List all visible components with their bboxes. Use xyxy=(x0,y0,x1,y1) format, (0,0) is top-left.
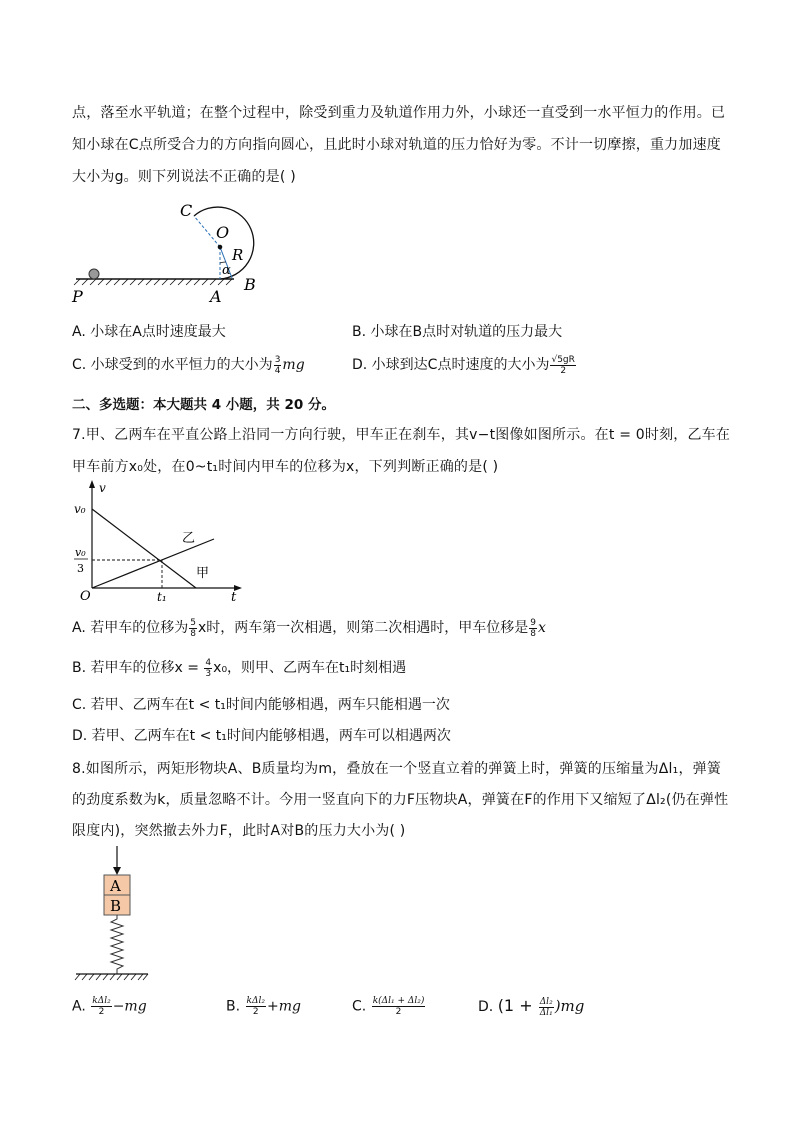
origin-label: O xyxy=(80,589,91,602)
t1-label: t₁ xyxy=(157,590,167,602)
spring xyxy=(111,915,123,974)
fraction xyxy=(91,996,111,1017)
block-B-label: B xyxy=(110,897,122,915)
label-A: A xyxy=(210,287,222,306)
q8-option-b xyxy=(226,996,301,1017)
q7-option-b-tail: x₀，则甲、乙两车在t₁时刻相遇 xyxy=(213,660,407,676)
q8-option-d-tail: )mg xyxy=(554,997,585,1015)
q7-option-a xyxy=(72,617,546,639)
q8-option-d-pre: (1 + xyxy=(497,996,538,1015)
fraction xyxy=(189,618,197,639)
fraction xyxy=(539,997,554,1018)
fraction xyxy=(372,996,426,1017)
option-letter: C. xyxy=(352,998,367,1015)
numerator: √5gR xyxy=(551,354,575,365)
q8-option-b-tail: +mg xyxy=(266,998,301,1015)
option-letter: D. xyxy=(478,999,494,1015)
q6-option-c xyxy=(72,354,305,376)
numerator: kΔl₂ xyxy=(92,996,111,1006)
q7-option-a-text: A. 若甲车的位移为 xyxy=(72,620,189,636)
q8-spring-figure xyxy=(72,844,162,986)
denominator: 2 xyxy=(560,365,567,376)
ball xyxy=(89,269,99,279)
q7-option-b xyxy=(72,657,406,679)
label-C: C xyxy=(180,201,193,220)
label-B: B xyxy=(244,275,256,294)
q6-option-b: B. 小球在B点时对轨道的压力最大 xyxy=(352,324,563,340)
axis-v-label: v xyxy=(99,481,106,495)
numerator: 5 xyxy=(190,617,196,628)
q6-option-a: A. 小球在A点时速度最大 xyxy=(72,324,226,340)
label-O: O xyxy=(216,223,230,242)
denominator: 4 xyxy=(274,365,281,376)
q7-option-b-text: B. 若甲车的位移x = xyxy=(72,660,204,676)
fraction xyxy=(246,996,266,1017)
q8-text-line-3: 限度内)，突然撤去外力F，此时A对B的压力大小为( ) xyxy=(72,823,406,839)
fraction xyxy=(204,658,212,679)
denominator: Δl₁ xyxy=(539,1007,553,1018)
denominator: 2 xyxy=(395,1007,402,1017)
q7-option-a-tail: x xyxy=(538,620,546,636)
q6-option-d-text: D. 小球到达C点时速度的大小为 xyxy=(352,357,550,373)
q7-option-c: C. 若甲、乙两车在t < t₁时间内能够相遇，两车只能相遇一次 xyxy=(72,697,450,713)
fraction xyxy=(529,618,537,639)
denominator: 3 xyxy=(205,668,212,679)
section-heading: 二、多选题：本大题共 4 小题，共 20 分。 xyxy=(72,397,335,413)
denominator: 2 xyxy=(98,1007,105,1017)
numerator: k(Δl₁ + Δl₂) xyxy=(372,996,425,1006)
numerator: Δl₂ xyxy=(539,996,553,1007)
label-R: R xyxy=(232,246,244,264)
q8-option-c xyxy=(352,996,426,1017)
q7-text-line-2: 甲车前方x₀处，在0~t₁时间内甲车的位移为x，下列判断正确的是( ) xyxy=(72,459,499,475)
denominator: 2 xyxy=(252,1007,259,1017)
q7-text-line-1: 7.甲、乙两车在平直公路上沿同一方向行驶，甲车正在刹车，其v−t图像如图所示。在t = 0时刻，乙车在 xyxy=(72,427,731,443)
q6-text-line-1: 点，落至水平轨道；在整个过程中，除受到重力及轨道作用力外，小球还一直受到一水平恒力的作用。已 xyxy=(72,105,726,121)
q8-option-d xyxy=(478,996,584,1018)
label-P: P xyxy=(72,287,83,306)
option-letter: B. xyxy=(226,998,241,1015)
fraction xyxy=(274,355,282,376)
q6-text-line-2: 知小球在C点所受合力的方向指向圆心，且此时小球对轨道的压力恰好为零。不计一切摩擦，重力加速度 xyxy=(72,137,721,153)
option-letter: A. xyxy=(72,998,86,1015)
fraction xyxy=(550,355,575,376)
label-alpha: α xyxy=(222,263,231,278)
series-yi-label: 乙 xyxy=(182,531,196,546)
denominator: 8 xyxy=(530,628,536,639)
numerator: 4 xyxy=(205,657,212,668)
q6-option-d xyxy=(352,354,577,376)
axis-t-label: t xyxy=(231,590,237,602)
numerator: 3 xyxy=(274,354,281,365)
q8-option-a-tail: −mg xyxy=(112,998,147,1015)
v0-label: v₀ xyxy=(74,502,86,516)
q7-vt-graph xyxy=(70,478,250,602)
series-jia-label: 甲 xyxy=(196,566,210,581)
q8-text-line-2: 的劲度系数为k，质量忽略不计。今用一竖直向下的力F压物块A，弹簧在F的作用下又缩短了Δl₂(仍在弹性 xyxy=(72,792,729,808)
v0-over-3-denominator: 3 xyxy=(77,562,84,575)
numerator: 9 xyxy=(530,617,536,628)
q7-option-a-mid: x时，两车第一次相遇，则第二次相遇时，甲车位移是 xyxy=(197,620,529,636)
denominator: 8 xyxy=(190,628,196,639)
numerator: kΔl₂ xyxy=(246,996,265,1006)
q6-text-line-3: 大小为g。则下列说法不正确的是( ) xyxy=(72,169,296,185)
q7-option-d: D. 若甲、乙两车在t < t₁时间内能够相遇，两车可以相遇两次 xyxy=(72,728,451,744)
q6-option-c-text: C. 小球受到的水平恒力的大小为 xyxy=(72,357,273,373)
q6-option-c-tail: mg xyxy=(282,357,305,373)
q8-option-a xyxy=(72,996,147,1017)
q6-track-figure xyxy=(66,196,306,308)
block-A-label: A xyxy=(110,877,121,895)
q8-text-line-1: 8.如图所示，两矩形物块A、B质量均为m，叠放在一个竖直立着的弹簧上时，弹簧的压缩量为Δl₁，弹簧 xyxy=(72,761,722,777)
v0-over-3-numerator: v₀ xyxy=(75,546,86,559)
